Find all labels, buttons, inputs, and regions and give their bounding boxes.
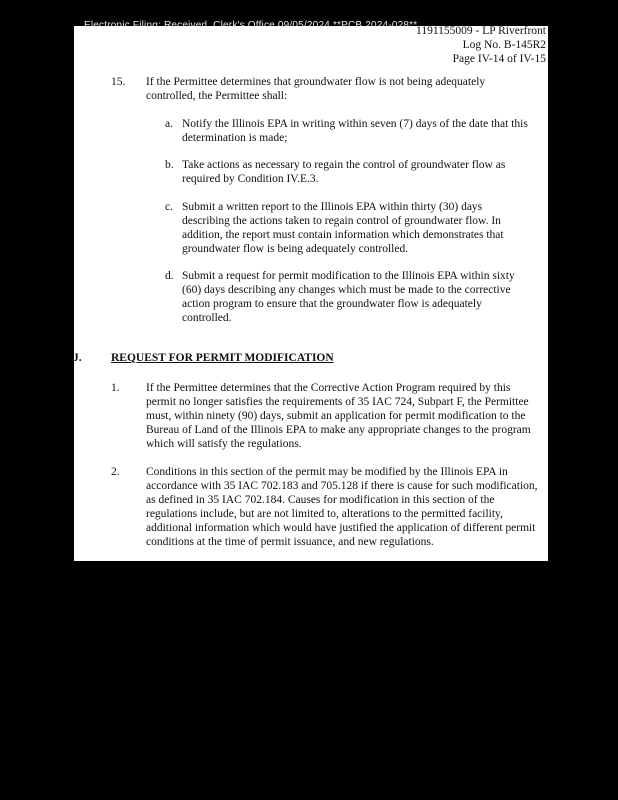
sub-item-letter: c.	[165, 201, 173, 213]
item-text: Conditions in this section of the permit may be modified by the Illinois EPA in accordance with 35 IAC 702.183 and 705.128 if there is cause for such modification, as defined in 35 IAC 702.184. Causes for modification in this section of the regulations include, but are not limited to, alterations to the permitted facility, additional information which would have justified the application of different permit conditions at the time of permit issuance, and new regulations.	[146, 466, 538, 548]
page-number: Page IV-14 of IV-15	[452, 53, 546, 65]
item-text: If the Permittee determines that groundwater flow is not being adequately controlled, the Permittee shall:	[146, 76, 486, 102]
item-text: If the Permittee determines that the Corrective Action Program required by this permit no longer satisfies the requirements of 35 IAC 724, Subpart F, the Permittee must, within ninety (90) days, submit an application for permit modification to the Bureau of Land of the Illinois EPA to make any appropriate changes to the program which will satisfy the regulations.	[146, 382, 531, 450]
sub-item-text: Submit a request for permit modification to the Illinois EPA within sixty (60) days describing any changes which must be made to the corrective action program to ensure that the groundwater flow is adequately controlled.	[182, 270, 515, 324]
section-title: REQUEST FOR PERMIT MODIFICATION	[111, 352, 334, 364]
sub-item-letter: a.	[165, 118, 173, 130]
section-letter: J.	[73, 352, 82, 364]
permit-id: 1191155009 - LP Riverfront	[416, 25, 546, 37]
sub-item-text: Take actions as necessary to regain the control of groundwater flow as required by Condition IV.E.3.	[182, 159, 506, 185]
sub-item-letter: d.	[165, 270, 174, 282]
item-number: 15.	[111, 76, 126, 88]
document-page	[74, 26, 548, 561]
item-number: 1.	[111, 382, 120, 394]
sub-item-letter: b.	[165, 159, 174, 171]
log-number: Log No. B-145R2	[462, 39, 546, 51]
sub-item-text: Notify the Illinois EPA in writing within seven (7) days of the date that this determination is made;	[182, 118, 528, 144]
item-number: 2.	[111, 466, 120, 478]
sub-item-text: Submit a written report to the Illinois EPA within thirty (30) days describing the actions taken to regain control of groundwater flow. In addition, the report must contain information which demonstrates that groundwater flow is being adequately controlled.	[182, 201, 504, 255]
page-header	[416, 24, 546, 66]
